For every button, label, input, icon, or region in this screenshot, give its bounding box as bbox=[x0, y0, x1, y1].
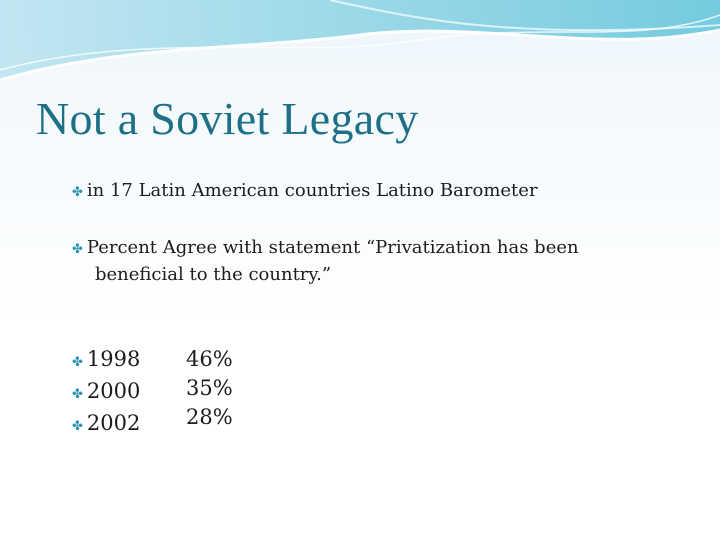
percentage-value: 46% bbox=[186, 347, 233, 371]
list-item bbox=[72, 409, 140, 441]
years-list bbox=[72, 345, 140, 441]
year-label: 2002 bbox=[86, 411, 141, 435]
bullet-item-statement bbox=[72, 235, 632, 287]
dingbat-bullet-icon: ✤ bbox=[72, 355, 83, 370]
year-label: 1998 bbox=[86, 347, 141, 371]
percentages-list bbox=[186, 345, 233, 432]
bullet-text-line2: beneficial to the country.” bbox=[95, 264, 332, 285]
bullet-text-line1: Percent Agree with statement “Privatization has been bbox=[86, 237, 579, 258]
header-wave-decoration bbox=[0, 0, 720, 90]
slide-title: Not a Soviet Legacy bbox=[36, 93, 419, 144]
dingbat-bullet-icon: ✤ bbox=[72, 419, 83, 434]
dingbat-bullet-icon: ✤ bbox=[72, 387, 83, 402]
list-item bbox=[72, 377, 140, 409]
bullet-item-source bbox=[72, 178, 692, 205]
year-label: 2000 bbox=[86, 379, 141, 403]
percentage-value: 28% bbox=[186, 405, 233, 429]
list-item bbox=[72, 345, 140, 377]
percentage-value: 35% bbox=[186, 376, 233, 400]
bullet-text: in 17 Latin American countries Latino Barometer bbox=[86, 180, 538, 201]
dingbat-bullet-icon: ✤ bbox=[72, 242, 83, 257]
dingbat-bullet-icon: ✤ bbox=[72, 185, 83, 200]
